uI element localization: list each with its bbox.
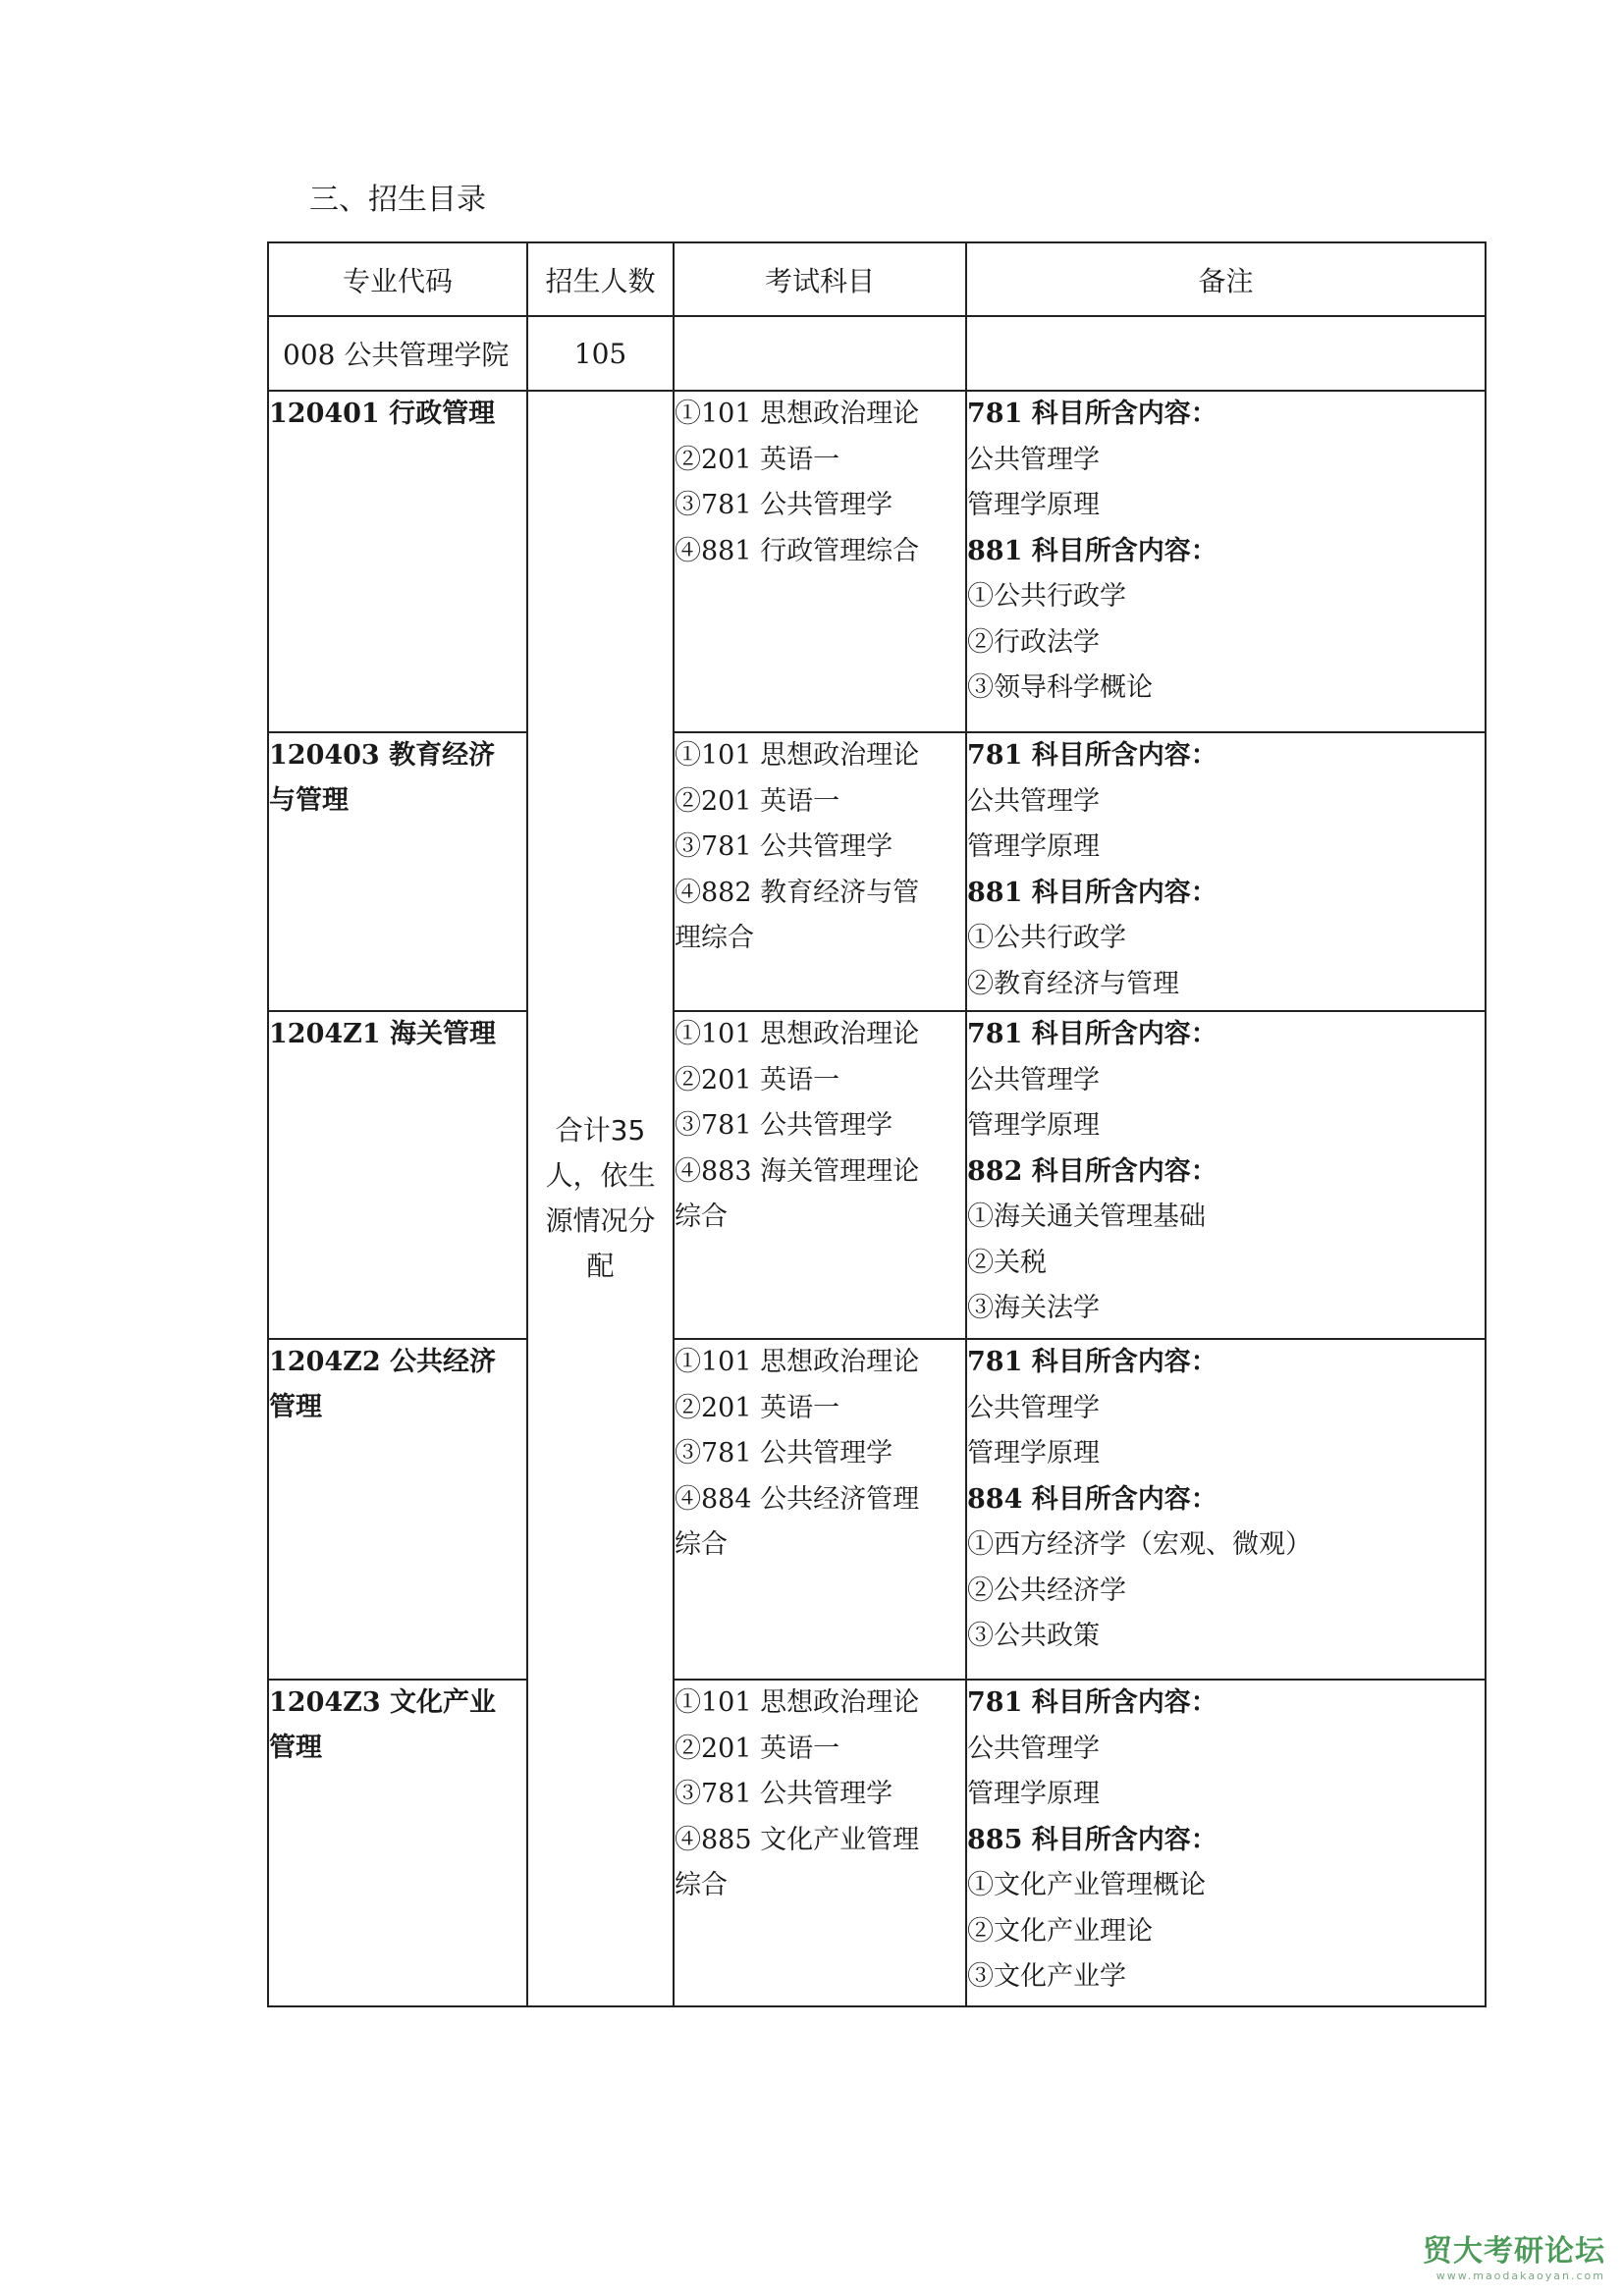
exam-subject-line: ③781 公共管理学 [675, 1110, 893, 1141]
header-row [268, 242, 1486, 316]
notes-heading-line: 881 科目所含内容： [967, 535, 1217, 566]
college-notes-empty [966, 316, 1486, 391]
notes-item-line: ②教育经济与管理 [967, 968, 1179, 999]
major-code-line: 管理 [269, 1392, 322, 1422]
major-code-cell [268, 732, 527, 1011]
notes-item-line: 管理学原理 [967, 1779, 1100, 1809]
major-row [268, 391, 1486, 732]
major-code-cell [268, 1680, 527, 2006]
exam-subject-line: ②201 英语一 [675, 1064, 840, 1095]
exam-subject-line: ④883 海关管理理论 [675, 1155, 920, 1187]
notes-item-line: ③公共政策 [967, 1621, 1100, 1651]
shared-quota-line: 合计35 [555, 1114, 646, 1147]
notes-heading-line: 881 科目所含内容： [967, 877, 1217, 908]
notes-item-line: ③海关法学 [967, 1293, 1100, 1323]
major-code-cell [268, 391, 527, 732]
notes-item-line: ①公共行政学 [967, 923, 1126, 953]
exam-subject-line: ④885 文化产业管理 [675, 1824, 920, 1855]
shared-quota-line: 源情况分 [545, 1204, 656, 1237]
college-code: 008 公共管理学院 [268, 316, 527, 391]
exam-subjects-cell [674, 391, 966, 732]
exam-subjects-cell [674, 732, 966, 1011]
notes-heading-line: 781 科目所含内容： [967, 399, 1217, 429]
major-code-line: 1204Z1 海关管理 [269, 1019, 497, 1049]
exam-subject-line: ④881 行政管理综合 [675, 535, 920, 566]
major-code-line: 1204Z3 文化产业 [269, 1687, 497, 1718]
major-row [268, 1011, 1486, 1339]
college-row [268, 316, 1486, 391]
notes-heading-line: 781 科目所含内容： [967, 1347, 1217, 1377]
shared-quota-line: 配 [586, 1250, 615, 1282]
notes-heading-line: 882 科目所含内容： [967, 1155, 1217, 1187]
header-major-code: 专业代码 [268, 242, 527, 316]
exam-subject-line: ③781 公共管理学 [675, 831, 893, 862]
exam-subject-line: ②201 英语一 [675, 785, 840, 817]
exam-subject-line: ④882 教育经济与管 [675, 877, 920, 908]
notes-item-line: 公共管理学 [967, 444, 1100, 475]
major-code-cell [268, 1011, 527, 1339]
notes-item-line: ②公共经济学 [967, 1575, 1126, 1606]
watermark-logo: 贸大考研论坛 www.maodakaoyan.com [1423, 2234, 1605, 2282]
notes-heading-line: 781 科目所含内容： [967, 1687, 1217, 1718]
notes-item-line: ②关税 [967, 1247, 1047, 1278]
notes-heading-line: 781 科目所含内容： [967, 740, 1217, 771]
shared-quota-line: 人，依生 [545, 1159, 656, 1192]
notes-cell [966, 1339, 1486, 1680]
college-quota: 105 [527, 316, 674, 391]
notes-item-line: ②行政法学 [967, 626, 1100, 658]
major-row [268, 1339, 1486, 1680]
exam-subjects-cell [674, 1680, 966, 2006]
notes-item-line: 管理学原理 [967, 831, 1100, 862]
major-code-line: 120403 教育经济 [269, 740, 496, 771]
exam-subject-line: ③781 公共管理学 [675, 1779, 893, 1809]
notes-item-line: ①公共行政学 [967, 581, 1126, 612]
exam-subject-line: 综合 [675, 1201, 728, 1232]
exam-subject-line: ③781 公共管理学 [675, 1438, 893, 1468]
header-subjects: 考试科目 [674, 242, 966, 316]
exam-subject-line: ②201 英语一 [675, 444, 840, 475]
notes-item-line: ③领导科学概论 [967, 672, 1153, 703]
exam-subject-line: ①101 思想政治理论 [675, 1687, 920, 1718]
notes-item-line: ③文化产业学 [967, 1961, 1126, 1992]
notes-item-line: 管理学原理 [967, 1438, 1100, 1468]
notes-item-line: ①海关通关管理基础 [967, 1201, 1206, 1232]
exam-subject-line: 综合 [675, 1529, 728, 1560]
major-code-line: 120401 行政管理 [269, 399, 496, 429]
notes-cell [966, 1680, 1486, 2006]
exam-subject-line: ④884 公共经济管理 [675, 1483, 920, 1515]
major-row [268, 1680, 1486, 2006]
notes-item-line: 管理学原理 [967, 1110, 1100, 1141]
exam-subject-line: ①101 思想政治理论 [675, 1347, 920, 1377]
notes-item-line: ①西方经济学（宏观、微观） [967, 1529, 1312, 1560]
notes-heading-line: 781 科目所含内容： [967, 1019, 1217, 1049]
exam-subject-line: 综合 [675, 1870, 728, 1900]
exam-subjects-cell [674, 1011, 966, 1339]
exam-subject-line: ①101 思想政治理论 [675, 399, 920, 429]
major-code-line: 1204Z2 公共经济 [269, 1347, 497, 1377]
enrollment-catalog-table [267, 241, 1487, 2007]
exam-subject-line: ②201 英语一 [675, 1733, 840, 1764]
major-row [268, 732, 1486, 1011]
notes-heading-line: 885 科目所含内容： [967, 1824, 1217, 1855]
major-code-cell [268, 1339, 527, 1680]
notes-item-line: ①文化产业管理概论 [967, 1870, 1206, 1900]
notes-item-line: 公共管理学 [967, 785, 1100, 817]
college-subjects-empty [674, 316, 966, 391]
notes-item-line: 公共管理学 [967, 1733, 1100, 1764]
notes-cell [966, 391, 1486, 732]
header-notes: 备注 [966, 242, 1486, 316]
exam-subject-line: ③781 公共管理学 [675, 490, 893, 520]
notes-cell [966, 732, 1486, 1011]
exam-subject-line: ①101 思想政治理论 [675, 740, 920, 771]
major-code-line: 管理 [269, 1733, 322, 1763]
notes-item-line: 公共管理学 [967, 1064, 1100, 1095]
notes-heading-line: 884 科目所含内容： [967, 1483, 1217, 1515]
exam-subject-line: ②201 英语一 [675, 1392, 840, 1423]
exam-subject-line: ①101 思想政治理论 [675, 1019, 920, 1049]
notes-item-line: 公共管理学 [967, 1392, 1100, 1423]
header-quota: 招生人数 [527, 242, 674, 316]
shared-quota-cell [527, 391, 674, 2006]
section-heading: 三、招生目录 [309, 183, 486, 217]
notes-cell [966, 1011, 1486, 1339]
major-code-line: 与管理 [269, 785, 349, 816]
exam-subject-line: 理综合 [675, 923, 754, 953]
notes-item-line: ②文化产业理论 [967, 1915, 1153, 1947]
exam-subjects-cell [674, 1339, 966, 1680]
notes-item-line: 管理学原理 [967, 490, 1100, 520]
